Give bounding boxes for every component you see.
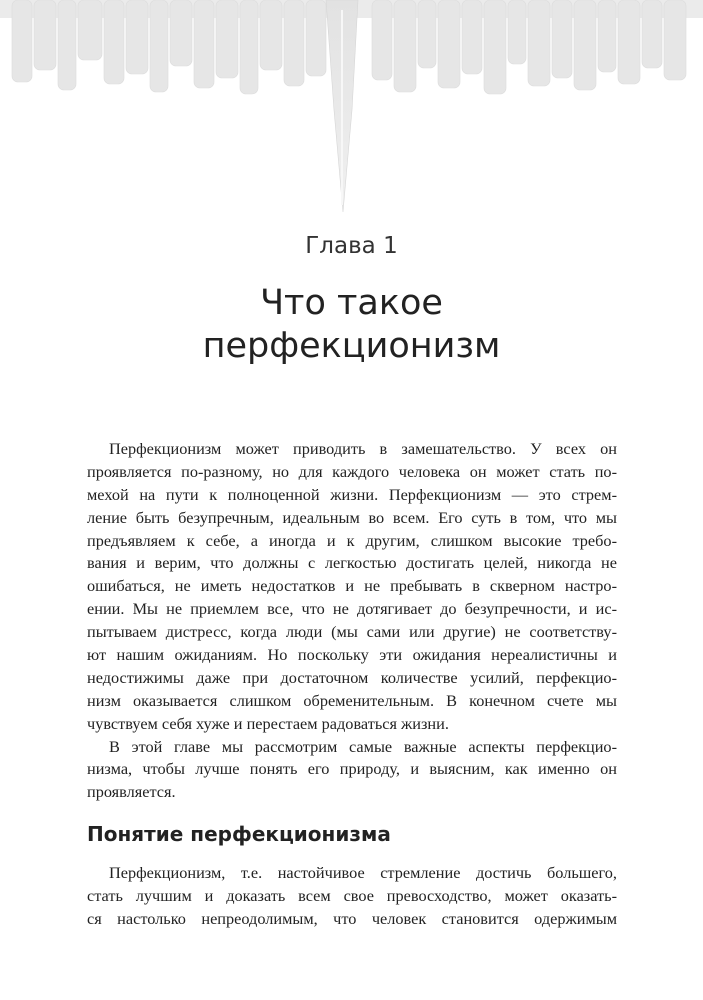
text-line: ление быть безупречным, идеальным во всем. Его суть в том, что мы bbox=[87, 507, 617, 527]
text-line: низма, чтобы лучше понять его природу, и выясним, как именно он bbox=[87, 759, 617, 779]
text-line: проявляется. bbox=[87, 782, 176, 802]
chapter-title-line-1: Что такое bbox=[260, 283, 443, 323]
text-line: мехой на пути к полноценной жизни. Перфекционизм — это стрем- bbox=[87, 484, 617, 504]
text-line: Перфекционизм, т.е. настойчивое стремление достичь большего, bbox=[109, 863, 617, 882]
text-line: предъявляем к себе, а иногда и к другим, слишком высокие требо- bbox=[87, 530, 617, 550]
chapter-title-line-2: перфекционизм bbox=[202, 326, 501, 366]
text-line: низм оказывается слишком обременительным. В конечном счете мы bbox=[87, 690, 617, 710]
intro-text bbox=[87, 438, 617, 804]
chapter-number: Глава 1 bbox=[305, 233, 398, 259]
chapter-title bbox=[0, 282, 703, 368]
chapter-header-illustration bbox=[0, 0, 703, 220]
text-line: Перфекционизм может приводить в замешательство. У всех он bbox=[109, 439, 617, 458]
text-line: вания и верим, что должны с легкостью достигать целей, никогда не bbox=[87, 553, 617, 573]
text-line: стать лучшим и доказать всем свое превосходство, может оказать- bbox=[87, 885, 617, 905]
text-line: недостижимы даже при достаточном количестве усилий, перфекцио- bbox=[87, 667, 617, 687]
section-text bbox=[87, 862, 617, 931]
text-line: проявляется по-разному, но для каждого человека он может стать по- bbox=[87, 461, 617, 481]
text-line: В этой главе мы рассмотрим самые важные аспекты перфекцио- bbox=[109, 736, 617, 756]
text-line: ся настолько непреодолимым, что человек становится одержимым bbox=[87, 908, 617, 928]
text-line: пытываем дистресс, когда люди (мы сами или другие) не соответству- bbox=[87, 622, 617, 642]
section-heading: Понятие перфекционизма bbox=[87, 822, 391, 846]
text-line: чувствуем себя хуже и перестаем радоваться жизни. bbox=[87, 713, 449, 733]
text-line: ют нашим ожиданиям. Но поскольку эти ожидания нереалистичны и bbox=[87, 645, 617, 665]
text-line: ошибаться, не иметь недостатков и не пребывать в скверном настро- bbox=[87, 576, 617, 596]
text-line: ении. Мы не приемлем все, что не дотягивает до безупречности, и ис- bbox=[87, 599, 617, 619]
